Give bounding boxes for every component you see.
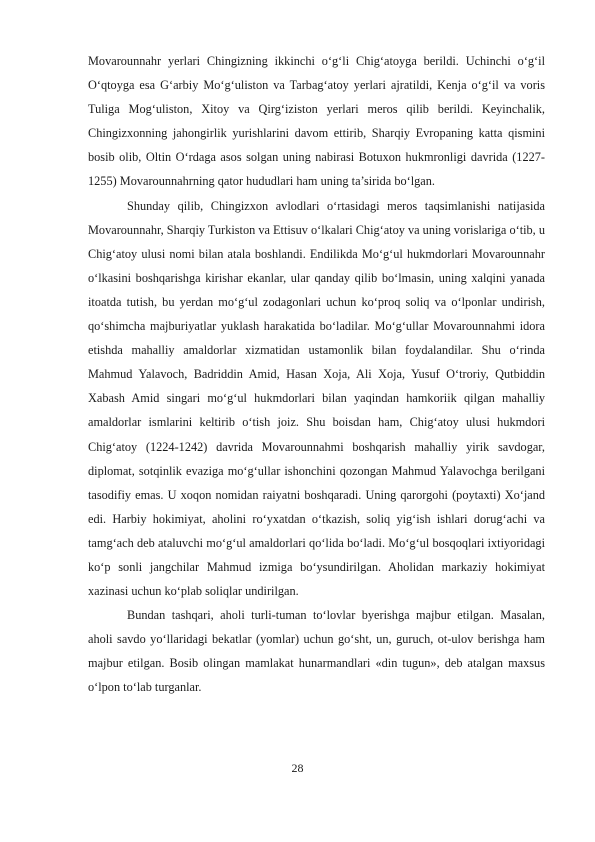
document-page — [88, 49, 545, 700]
page-number: 28 — [291, 761, 304, 775]
paragraph-2: Shunday qilib, Chingizxon avlodlari o‘rtasidagi meros taqsimlanishi natijasida Movarounnahr, Sharqiy Turkiston va Ettisuv o‘lkalari Chig‘atoy va uning vorislariga o‘tib, u Chig‘atoy ulusi nomi bilan atala boshlandi. Endilikda Mo‘g‘ul hukmdorlari Movarounnahr o‘lkasini boshqarishga kirishar ekanlar, ular qanday qilib bo‘lmasin, uning xalqini yanada itoatda tutish, bu yerdan mo‘g‘ul zodagonlari uchun ko‘proq soliq va o‘lponlar undirish, qo‘shimcha majburiyatlar yuklash harakatida bo‘ladilar. Mo‘g‘ullar Movarounnahmi idora etishda mahalliy amaldorlar xizmatidan ustamonlik bilan foydalandilar. Shu o‘rinda Mahmud Yalavoch, Badriddin Amid, Hasan Xoja, Ali Xoja, Yusuf O‘troriy, Qutbiddin Xabash Amid singari mo‘g‘ul hukmdorlari bilan yaqindan hamkoriik qilgan mahalliy amaldorlar ismlarini keltirib o‘tish joiz. Shu boisdan ham, Chig‘atoy ulusi hukmdori Chig‘atoy (1224-1242) davrida Movarounnahmi boshqarish mahalliy yirik savdogar, diplomat, sotqinlik evaziga mo‘g‘ullar ishonchini qozongan Mahmud Yalavochga berilgani tasodifiy emas. U xoqon nomidan raiyatni boshqaradi. Uning qarorgohi (poytaxti) Xo‘jand edi. Harbiy hokimiyat, aholini ro‘yxatdan o‘tkazish, soliq yig‘ish ishlari dorug‘achi va tamg‘ach deb ataluvchi mo‘g‘ul amaldorlari qo‘lida bo‘ladi. Mo‘g‘ul bosqoqlari ixtiyoridagi ko‘p sonli jangchilar Mahmud izmiga bo‘ysundirilgan. Aholidan markaziy hokimiyat xazinasi uchun ko‘plab soliqlar undirilgan. — [88, 198, 545, 599]
paragraph-3: Bundan tashqari, aholi turli-tuman to‘lovlar byerishga majbur etilgan. Masalan, aholi savdo yo‘llaridagi bekatlar (yomlar) uchun go‘sht, un, guruch, ot-ulov berishga ham majbur etilgan. Bosib olingan mamlakat hunarmandlari «din tugun», deb atalgan maxsus o‘lpon to‘lab turganlar. — [88, 608, 545, 695]
paragraph-1: Movarounnahr yerlari Chingizning ikkinchi o‘g‘li Chig‘atoyga berildi. Uchinchi o‘g‘il O‘qtoyga esa G‘arbiy Mo‘g‘uliston va Tarbag‘atoy yerlari ajratildi, Kenja o‘g‘il va voris Tuliga Mog‘uliston, Xitoy va Qirg‘iziston yerlari meros qilib berildi. Keyinchalik, Chingizxonning jahongirlik yurishlarini davom ettirib, Sharqiy Evropaning katta qismini bosib olib, Oltin O‘rdaga asos solgan uning nabirasi Botuxon hukmronligi davrida (1227-1255) Movarounnahrning qator hududlari ham uning ta’sirida bo‘lgan. — [88, 54, 545, 189]
